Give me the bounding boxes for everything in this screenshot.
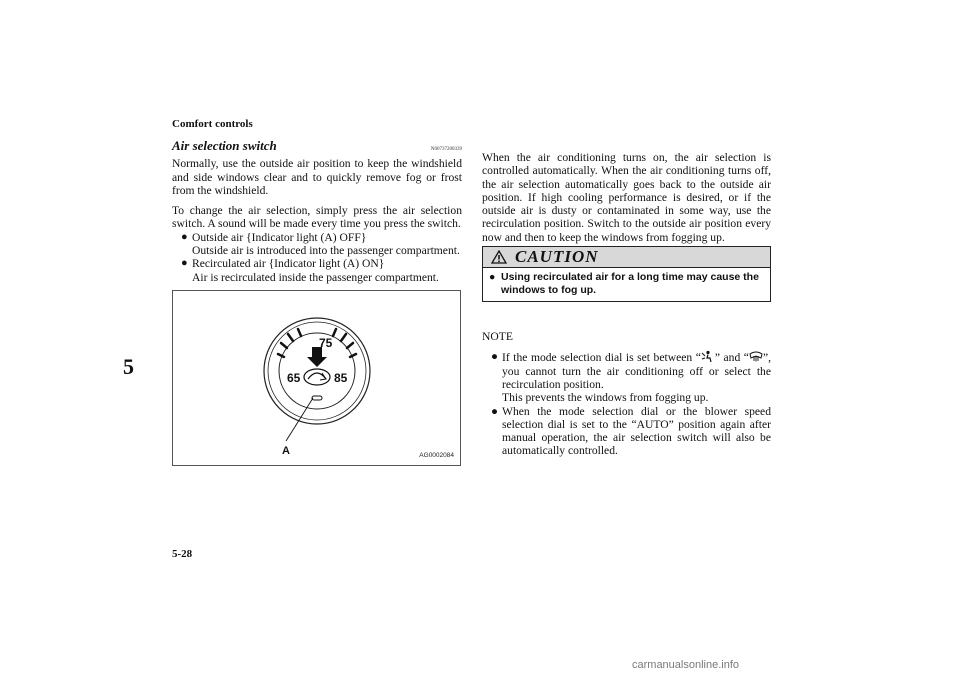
note-text: ” and “ (714, 351, 749, 365)
instruction-paragraph: To change the air selection, simply press the air selection switch. A sound will be made every time you press the switch. (172, 204, 462, 231)
heading-title: Air selection switch (172, 138, 277, 153)
auto-control-paragraph: When the air conditioning turns on, the air selection is controlled automatically. When the air conditioning turns off, the air selection automatically goes back to the outside air position. If high cooling performance is desired, or if the outside air is dusty or contaminated in some way, use the recirculation position. Switch to the outside air position every now and then to keep the windows from fogging up. (482, 151, 771, 244)
switch-illustration (172, 290, 461, 466)
list-item (491, 350, 771, 404)
bullet-icon: ● (489, 271, 496, 284)
dial-label-65: 65 (287, 371, 301, 385)
caution-header (483, 247, 770, 268)
page-number: 5-28 (172, 548, 193, 560)
note-label: NOTE (482, 330, 513, 344)
air-mode-list (172, 231, 462, 284)
left-column (172, 139, 462, 284)
warning-triangle-icon (491, 250, 507, 264)
list-item-title: Recirculated air {Indicator light (A) ON} (192, 257, 385, 271)
list-item-title: Outside air {Indicator light (A) OFF} (192, 230, 367, 244)
bullet-icon: ● (181, 230, 188, 243)
section-heading (172, 139, 462, 156)
intro-paragraph: Normally, use the outside air position to keep the windshield and side windows clear and to quickly remove fog or frost from the windshield. (172, 157, 462, 197)
figure-code: AG0002084 (419, 452, 454, 459)
watermark: carmanualsonline.info (632, 659, 740, 671)
note-list (482, 350, 771, 457)
caution-text: Using recirculated air for a long time may cause the windows to fog up. (501, 271, 759, 297)
right-column (482, 151, 771, 458)
bullet-icon: ● (491, 404, 499, 418)
dial-label-85: 85 (334, 371, 348, 385)
list-item (181, 231, 462, 258)
indicator-label-a: A (282, 445, 290, 457)
list-item-detail: Air is recirculated inside the passenger compartment. (192, 270, 439, 284)
floor-defrost-mode-icon (701, 350, 715, 363)
list-item-detail: Outside air is introduced into the passenger compartment. (192, 244, 460, 258)
defrost-mode-icon (749, 350, 763, 363)
bullet-icon: ● (491, 350, 499, 364)
note-text: ”, you cannot turn the air conditioning off or select the recirculation position. (502, 351, 771, 391)
list-item (181, 257, 462, 284)
note-text: When the mode selection dial or the blower speed selection dial is set to the “AUTO” position again after manual operation, the air selection switch will also be automatically controlled. (502, 404, 771, 458)
bullet-icon: ● (181, 257, 188, 270)
caution-body (483, 268, 770, 301)
temperature-dial-icon (173, 291, 460, 465)
caution-box (482, 246, 771, 302)
heading-code: N00737200339 (430, 147, 462, 152)
note-text: If the mode selection dial is set between “ (502, 351, 701, 365)
section-title: Comfort controls (172, 118, 253, 130)
dial-label-75: 75 (319, 336, 333, 350)
caution-title: CAUTION (515, 247, 599, 267)
list-item (491, 405, 771, 458)
chapter-number: 5 (123, 354, 134, 379)
caution-item (489, 271, 764, 297)
note-text: This prevents the windows from fogging up. (502, 391, 709, 405)
